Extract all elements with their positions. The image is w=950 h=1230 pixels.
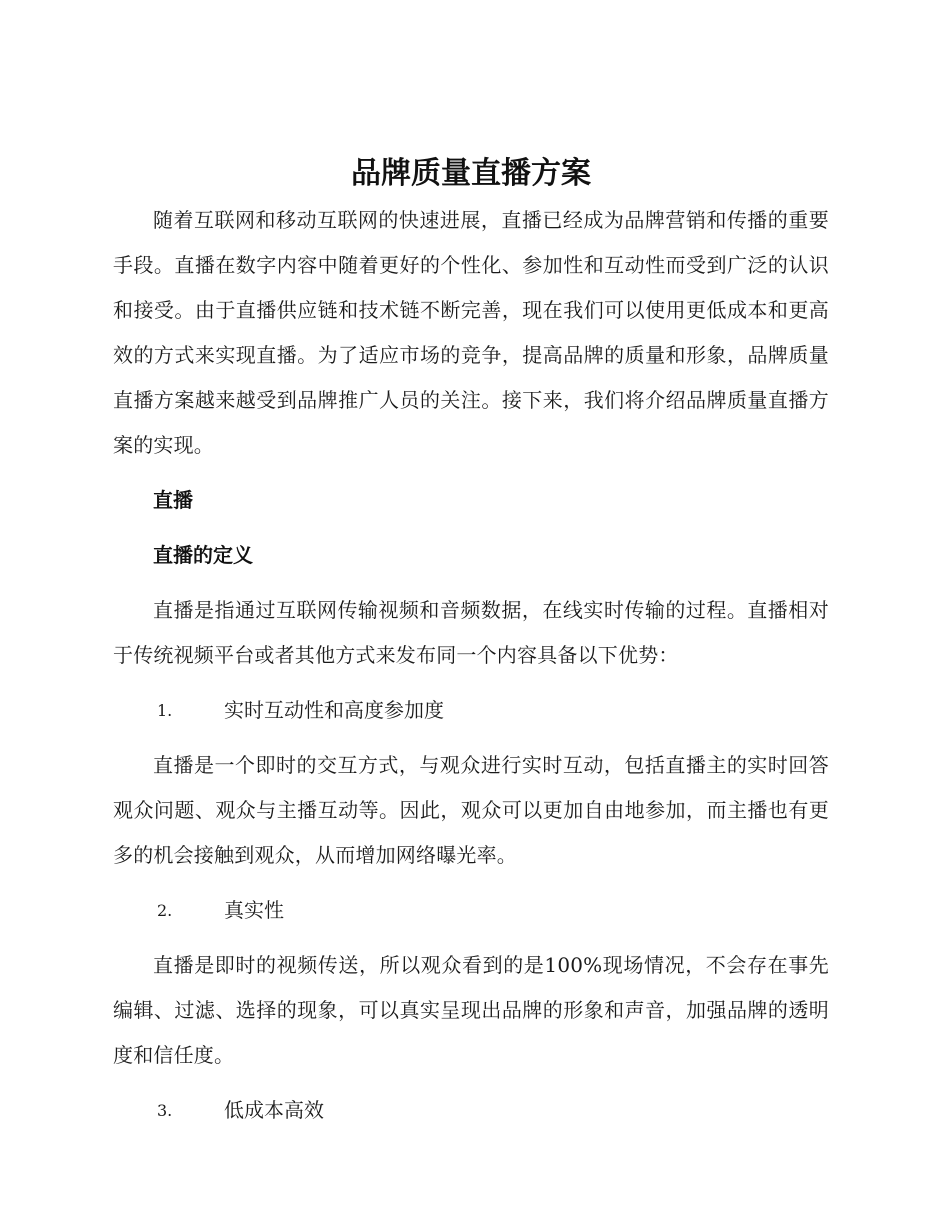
intro-paragraph: 随着互联网和移动互联网的快速进展，直播已经成为品牌营销和传播的重要手段。直播在数字内容中随着更好的个性化、参加性和互动性而受到广泛的认识和接受。由于直播供应链和技术链不断完善，现在我们可以使用更低成本和更高效的方式来实现直播。为了适应市场的竞争，提高品牌的质量和形象，品牌质量直播方案越来越受到品牌推广人员的关注。接下来，我们将介绍品牌质量直播方案的实现。 — [113, 208, 829, 457]
list-item-title: 实时互动性和高度参加度 — [224, 698, 444, 722]
list-item-number: 2. — [157, 901, 173, 920]
document-page — [113, 150, 829, 1133]
list-item-body: 直播是即时的视频传送，所以观众看到的是100%现场情况，不会存在事先编辑、过滤、选择的现象，可以真实呈现出品牌的形象和声音，加强品牌的透明度和信任度。 — [113, 953, 829, 1067]
list-item-number: 3. — [157, 1101, 173, 1120]
list-item-number: 1. — [157, 701, 173, 720]
list-item-body: 直播是一个即时的交互方式，与观众进行实时互动，包括直播主的实时回答观众问题、观众与主播互动等。因此，观众可以更加自由地参加，而主播也有更多的机会接触到观众，从而增加网络曝光率。 — [113, 753, 829, 867]
document-title: 品牌质量直播方案 — [351, 156, 591, 191]
list-item — [113, 1088, 829, 1133]
definition-paragraph: 直播是指通过互联网传输视频和音频数据，在线实时传输的过程。直播相对于传统视频平台或者其他方式来发布同一个内容具备以下优势： — [113, 598, 829, 667]
list-item — [113, 888, 829, 933]
section-heading: 直播 — [153, 488, 193, 512]
subsection-heading: 直播的定义 — [153, 543, 253, 567]
list-item-title: 真实性 — [224, 898, 284, 922]
list-item — [113, 688, 829, 733]
list-item-title: 低成本高效 — [224, 1098, 324, 1122]
